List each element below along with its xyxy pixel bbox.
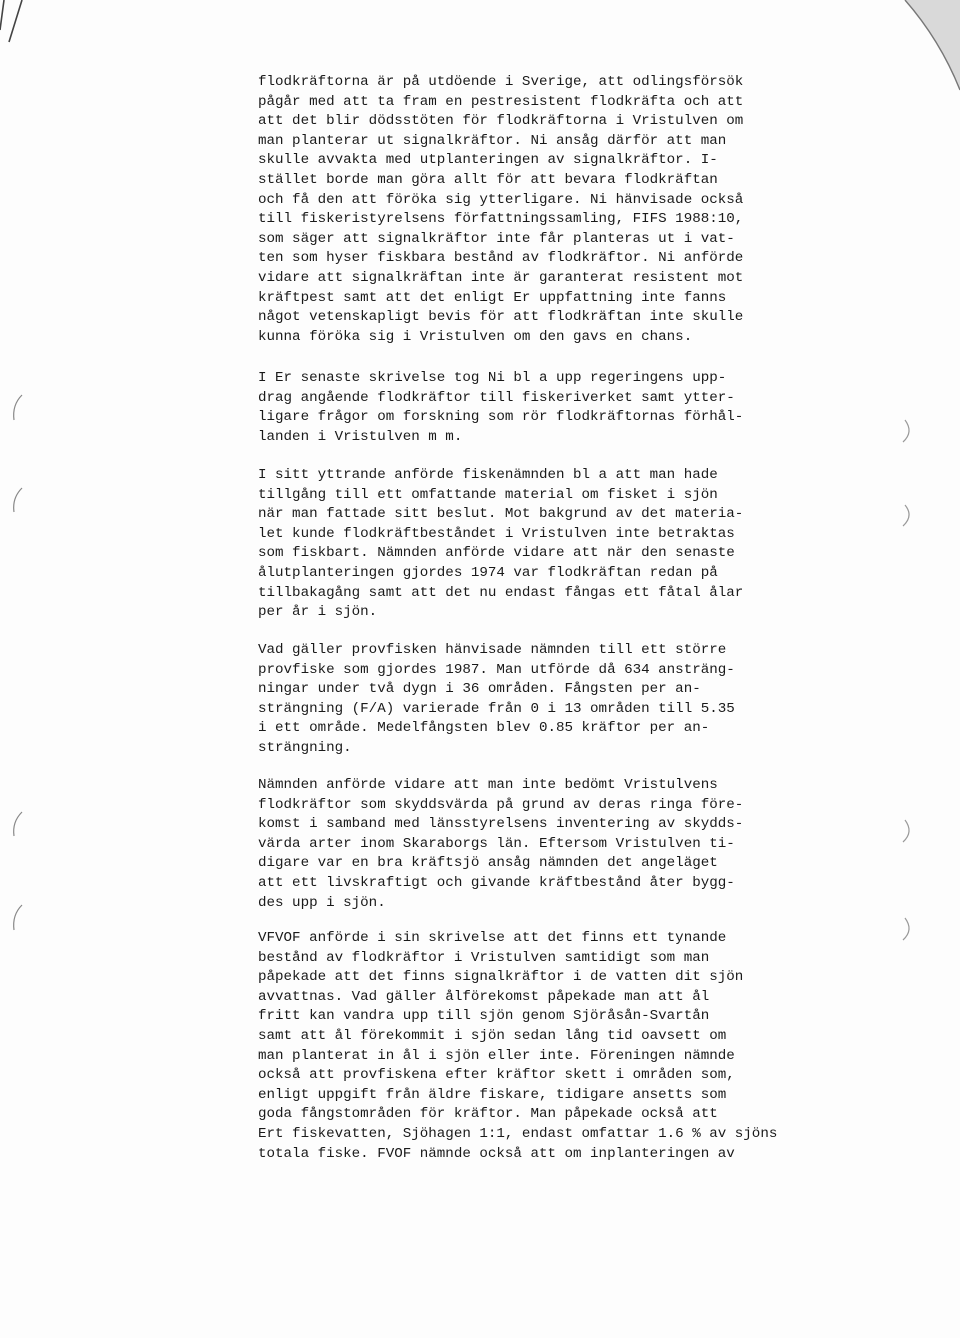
text-line: ten som hyser fiskbara bestånd av flodkräftor. Ni anförde: [258, 250, 744, 267]
text-line: des upp i sjön.: [258, 894, 386, 911]
punch-hole-right-3: [903, 820, 909, 842]
punch-hole-right-4: [903, 918, 909, 940]
text-line: totala fiske. FVOF nämnde också att om inplanteringen av: [258, 1145, 735, 1162]
text-line: fritt kan vandra upp till sjön genom Sjöråsån-Svartån: [258, 1008, 710, 1025]
paragraph-6: [258, 929, 858, 1164]
text-line: I Er senaste skrivelse tog Ni bl a upp regeringens upp-: [258, 370, 727, 386]
text-line: drag angående flodkräftor till fiskeriverket samt ytter-: [258, 389, 735, 406]
text-line: per år i sjön.: [258, 604, 378, 621]
paragraph-2: [258, 369, 858, 447]
text-line: goda fångstområden för kräftor. Man påpekade också att: [258, 1106, 718, 1123]
text-line: VFVOF anförde i sin skrivelse att det finns ett tynande: [258, 930, 727, 946]
paragraph-1: [258, 73, 858, 347]
text-line: bestånd av flodkräftor i Vristulven samtidigt som man: [258, 949, 710, 966]
text-line: provfiske som gjordes 1987. Man utförde då 634 ansträng-: [258, 661, 735, 678]
text-line: landen i Vristulven m m.: [258, 428, 463, 445]
paragraph-3: [258, 466, 858, 623]
text-line: I sitt yttrande anförde fiskenämnden bl a att man hade: [258, 467, 718, 483]
text-line: tillgång till ett omfattande material om fisket i sjön: [258, 486, 718, 503]
text-line: man planterat in ål i sjön eller inte. Föreningen nämnde: [258, 1047, 735, 1064]
text-line: i ett område. Medelfångsten blev 0.85 kräftor per an-: [258, 720, 710, 737]
punch-hole-left-2: [14, 488, 22, 512]
text-line: också att provfiskena efter kräftor skett i områden som,: [258, 1067, 735, 1084]
text-line: digare var en bra kräftsjö ansåg nämnden det angeläget: [258, 855, 718, 872]
text-line: ålutplanteringen gjordes 1974 var flodkräftan redan på: [258, 564, 718, 581]
text-line: att det blir dödsstöten för flodkräftorna i Vristulven om: [258, 113, 744, 130]
text-line: ligare frågor om forskning som rör flodkräftornas förhål-: [258, 409, 744, 426]
text-line: strängning (F/A) varierade från 0 i 13 områden till 5.35: [258, 700, 735, 717]
paragraph-4: [258, 641, 858, 759]
text-line: enligt uppgift från äldre fiskare, tidigare ansetts som: [258, 1086, 727, 1103]
text-line: kräftpest samt att det enligt Er uppfattning inte fanns: [258, 289, 727, 306]
text-line: Nämnden anförde vidare att man inte bedömt Vristulvens: [258, 777, 718, 793]
text-line: komst i samband med länsstyrelsens inventering av skydds-: [258, 816, 744, 833]
text-line: Vad gäller provfisken hänvisade nämnden till ett större: [258, 642, 727, 658]
punch-hole-right-1: [903, 420, 909, 442]
text-line: när man fattade sitt beslut. Mot bakgrund av det materia-: [258, 506, 744, 523]
text-line: ningar under två dygn i 36 områden. Fångsten per an-: [258, 681, 701, 698]
text-line: Ert fiskevatten, Sjöhagen 1:1, endast omfattar 1.6 % av sjöns: [258, 1125, 778, 1142]
punch-hole-right-2: [903, 505, 909, 526]
text-line: stället borde man göra allt för att bevara flodkräftan: [258, 171, 718, 188]
text-line: som säger att signalkräftor inte får planteras ut i vat-: [258, 230, 735, 247]
text-line: till fiskeristyrelsens författningssamling, FIFS 1988:10,: [258, 211, 744, 228]
text-line: kunna föröka sig i Vristulven om den gavs en chans.: [258, 328, 693, 345]
text-line: samt att ål förekommit i sjön sedan lång tid oavsett om: [258, 1027, 727, 1044]
top-left-fold-line: [0, 0, 22, 42]
text-line: avvattnas. Vad gäller ålförekomst påpekade man att ål: [258, 988, 710, 1005]
text-line: flodkräftorna är på utdöende i Sverige, att odlingsförsök: [258, 74, 744, 90]
text-line: tillbakagång samt att det nu endast fångas ett fåtal ålar: [258, 584, 744, 601]
punch-hole-left-4: [14, 905, 22, 930]
text-line: påpekade att det finns signalkräftor i de vatten dit sjön: [258, 969, 744, 986]
text-line: skulle avvakta med utplanteringen av signalkräftor. I-: [258, 152, 718, 169]
text-line: man planterar ut signalkräftor. Ni ansåg därför att man: [258, 132, 727, 149]
punch-hole-left-3: [14, 812, 22, 836]
text-line: vidare att signalkräftan inte är garanterat resistent mot: [258, 269, 744, 286]
text-line: let kunde flodkräftbeståndet i Vristulven inte betraktas: [258, 525, 735, 542]
paragraph-5: [258, 776, 858, 913]
top-right-shadow: [905, 0, 960, 90]
text-line: att ett livskraftigt och givande kräftbestånd åter bygg-: [258, 874, 735, 891]
punch-hole-left-1: [14, 395, 22, 420]
text-line: som fiskbart. Nämnden anförde vidare att när den senaste: [258, 545, 735, 562]
text-line: strängning.: [258, 739, 352, 756]
text-line: och få den att föröka sig ytterligare. Ni hänvisade också: [258, 191, 744, 208]
text-line: flodkräftor som skyddsvärda på grund av deras ringa före-: [258, 796, 744, 813]
text-line: pågår med att ta fram en pestresistent flodkräfta och att: [258, 93, 744, 110]
text-line: något vetenskapligt bevis för att flodkräftan inte skulle: [258, 309, 744, 326]
text-line: värda arter inom Skaraborgs län. Eftersom Vristulven ti-: [258, 835, 735, 852]
